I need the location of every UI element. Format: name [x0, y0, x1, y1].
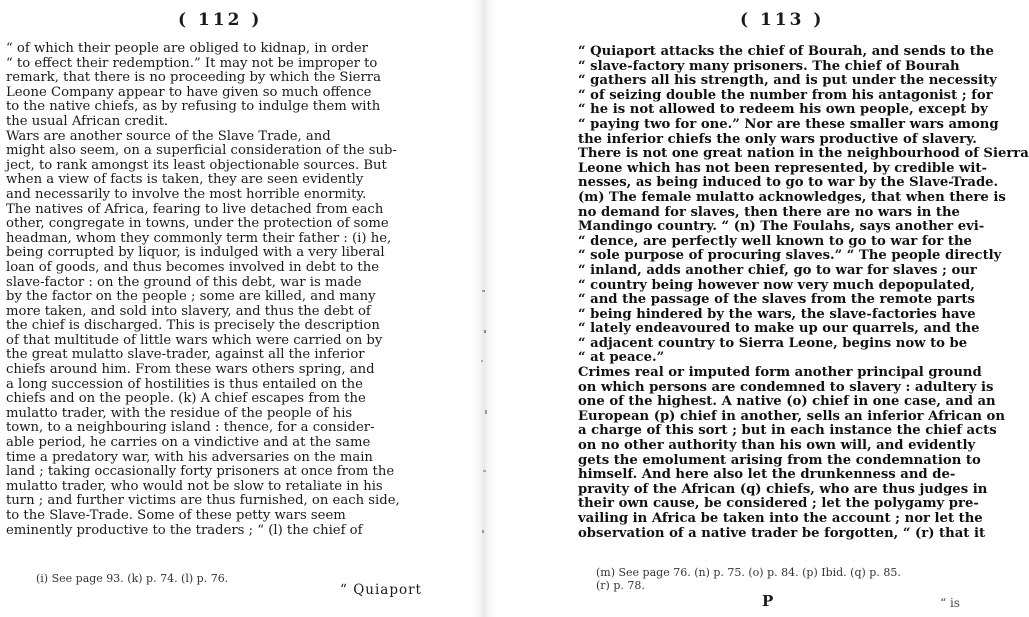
text-line: The natives of Africa, fearing to live detached from each: [6, 201, 384, 217]
footnotes: [36, 572, 228, 585]
text-line: Leone which has not been represented, by credible wit-: [578, 160, 987, 176]
text-line: observation of a native trader be forgotten, “ (r) that it: [578, 525, 986, 541]
text-line: mulatto trader, with the residue of the people of his: [6, 405, 353, 421]
right-page: [500, 0, 1029, 617]
text-line: gets the emolument arising from the condemnation to: [578, 452, 981, 468]
catchword: “ Quiaport: [340, 582, 422, 598]
page-number: ( 113 ): [740, 10, 825, 30]
text-line: Leone Company appear to have given so much offence: [6, 84, 372, 100]
text-line: the chief is discharged. This is precisely the description: [6, 318, 380, 334]
text-line: “ adjacent country to Sierra Leone, begins now to be: [578, 335, 968, 351]
footnote-line: (i) See page 93. (k) p. 74. (l) p. 76.: [36, 572, 229, 585]
text-line: “ of which their people are obliged to kidnap, in order: [6, 41, 368, 56]
text-line: “ to effect their redemption.” It may not be improper to: [6, 55, 378, 71]
text-line: the inferior chiefs the only wars productive of slavery.: [578, 131, 977, 147]
text-line: vailing in Africa be taken into the account ; nor let the: [578, 511, 983, 526]
text-line: “ dence, are perfectly well known to go to war for the: [578, 233, 972, 249]
text-line: Crimes real or imputed form another principal ground: [578, 365, 982, 381]
text-line: more taken, and sold into slavery, and thus the debt of: [6, 303, 371, 319]
text-line: and necessarily to involve the most horrible enormity.: [6, 186, 367, 202]
text-line: their own cause, be considered ; let the polygamy pre-: [578, 496, 979, 512]
text-line: “ sole purpose of procuring slaves.” “ The people directly: [578, 248, 1002, 264]
text-line: slave-factor : on the ground of this debt, war is made: [6, 274, 362, 290]
footnote-line: (m) See page 76. (n) p. 75. (o) p. 84. (p) Ibid. (q) p. 85.: [596, 566, 901, 579]
text-line: mulatto trader, who would not be slow to retaliate in his: [6, 478, 383, 494]
text-line: Wars are another source of the Slave Trade, and: [6, 128, 331, 144]
text-line: when a view of facts is taken, they are seen evidently: [6, 172, 364, 188]
text-line: nesses, as being induced to go to war by the Slave-Trade.: [578, 175, 999, 191]
left-page: [0, 0, 470, 617]
text-line: “ at peace.”: [578, 350, 665, 366]
text-line: no demand for slaves, then there are no wars in the: [578, 204, 960, 220]
text-line: to the Slave-Trade. Some of these petty wars seem: [6, 508, 346, 523]
text-line: Mandingo country. “ (n) The Foulahs, says another evi-: [578, 219, 985, 235]
text-line: town, to a neighbouring island : thence, for a consider-: [6, 420, 375, 436]
text-line: “ lately endeavoured to make up our quarrels, and the: [578, 321, 980, 337]
footnote-line: (r) p. 78.: [596, 579, 645, 592]
page-number: ( 112 ): [178, 10, 263, 30]
gutter-shadow: [472, 0, 496, 617]
text-line: pravity of the African (q) chiefs, who are thus judges in: [578, 481, 988, 497]
book-gutter: [472, 0, 496, 617]
text-line: a long succession of hostilities is thus entailed on the: [6, 376, 363, 392]
text-line: a charge of this sort ; but in each instance the chief acts: [578, 423, 997, 439]
footnotes: [596, 566, 901, 592]
text-line: might also seem, on a superficial consideration of the sub-: [6, 143, 397, 159]
text-line: other, congregate in towns, under the protection of some: [6, 216, 389, 232]
body-text: [578, 44, 1029, 541]
text-line: himself. And here also let the drunkenness and de-: [578, 467, 956, 483]
text-line: chiefs and on the people. (k) A chief escapes from the: [6, 391, 366, 407]
text-line: “ slave-factory many prisoners. The chief of Bourah: [578, 58, 960, 74]
text-line: chiefs around him. From these wars others spring, and: [6, 362, 375, 378]
signature-mark: P: [762, 592, 774, 610]
text-line: to the native chiefs, as by refusing to indulge them with: [6, 99, 381, 115]
text-line: eminently productive to the traders ; “ (l) the chief of: [6, 522, 363, 538]
text-line: “ paying two for one.” Nor are these smaller wars among: [578, 116, 999, 132]
text-line: European (p) chief in another, sells an inferior African on: [578, 408, 1005, 424]
text-line: “ of seizing double the number from his antagonist ; for: [578, 87, 993, 103]
text-line: headman, whom they commonly term their father : (i) he,: [6, 230, 392, 246]
text-line: able period, he carries on a vindictive and at the same: [6, 435, 371, 451]
text-line: “ being hindered by the wars, the slave-factories have: [578, 306, 976, 322]
text-line: There is not one great nation in the neighbourhood of Sierra: [578, 146, 1029, 162]
catchword: “ is: [940, 596, 960, 610]
text-line: the usual African credit.: [6, 113, 169, 129]
text-line: “ inland, adds another chief, go to war for slaves ; our: [578, 262, 977, 278]
text-line: on no other authority than his own will, and evidently: [578, 438, 976, 454]
text-line: by the factor on the people ; some are killed, and many: [6, 289, 376, 305]
body-text: [6, 42, 466, 538]
text-line: “ and the passage of the slaves from the remote parts: [578, 292, 975, 308]
text-line: being corrupted by liquor, is indulged with a very liberal: [6, 245, 385, 261]
text-line: turn ; and further victims are thus furnished, on each side,: [6, 493, 400, 509]
text-line: on which persons are condemned to slavery : adultery is: [578, 379, 994, 395]
text-line: one of the highest. A native (o) chief in one case, and an: [578, 394, 996, 410]
text-line: of that multitude of little wars which were carried on by: [6, 332, 383, 348]
text-line: time a predatory war, with his adversaries on the main: [6, 449, 373, 465]
text-line: “ gathers all his strength, and is put under the necessity: [578, 73, 997, 89]
text-line: loan of goods, and thus becomes involved in debt to the: [6, 259, 380, 275]
text-line: “ country being however now very much depopulated,: [578, 277, 975, 293]
text-line: land ; taking occasionally forty prisoners at once from the: [6, 464, 395, 480]
text-line: remark, that there is no proceeding by which the Sierra: [6, 70, 381, 86]
text-line: “ Quiaport attacks the chief of Bourah, and sends to the: [578, 44, 994, 59]
text-line: ject, to rank amongst its least objectionable sources. But: [6, 157, 387, 173]
text-line: “ he is not allowed to redeem his own people, except by: [578, 102, 988, 118]
text-line: the great mulatto slave-trader, against all the inferior: [6, 347, 365, 363]
text-line: (m) The female mulatto acknowledges, that when there is: [578, 189, 1006, 205]
